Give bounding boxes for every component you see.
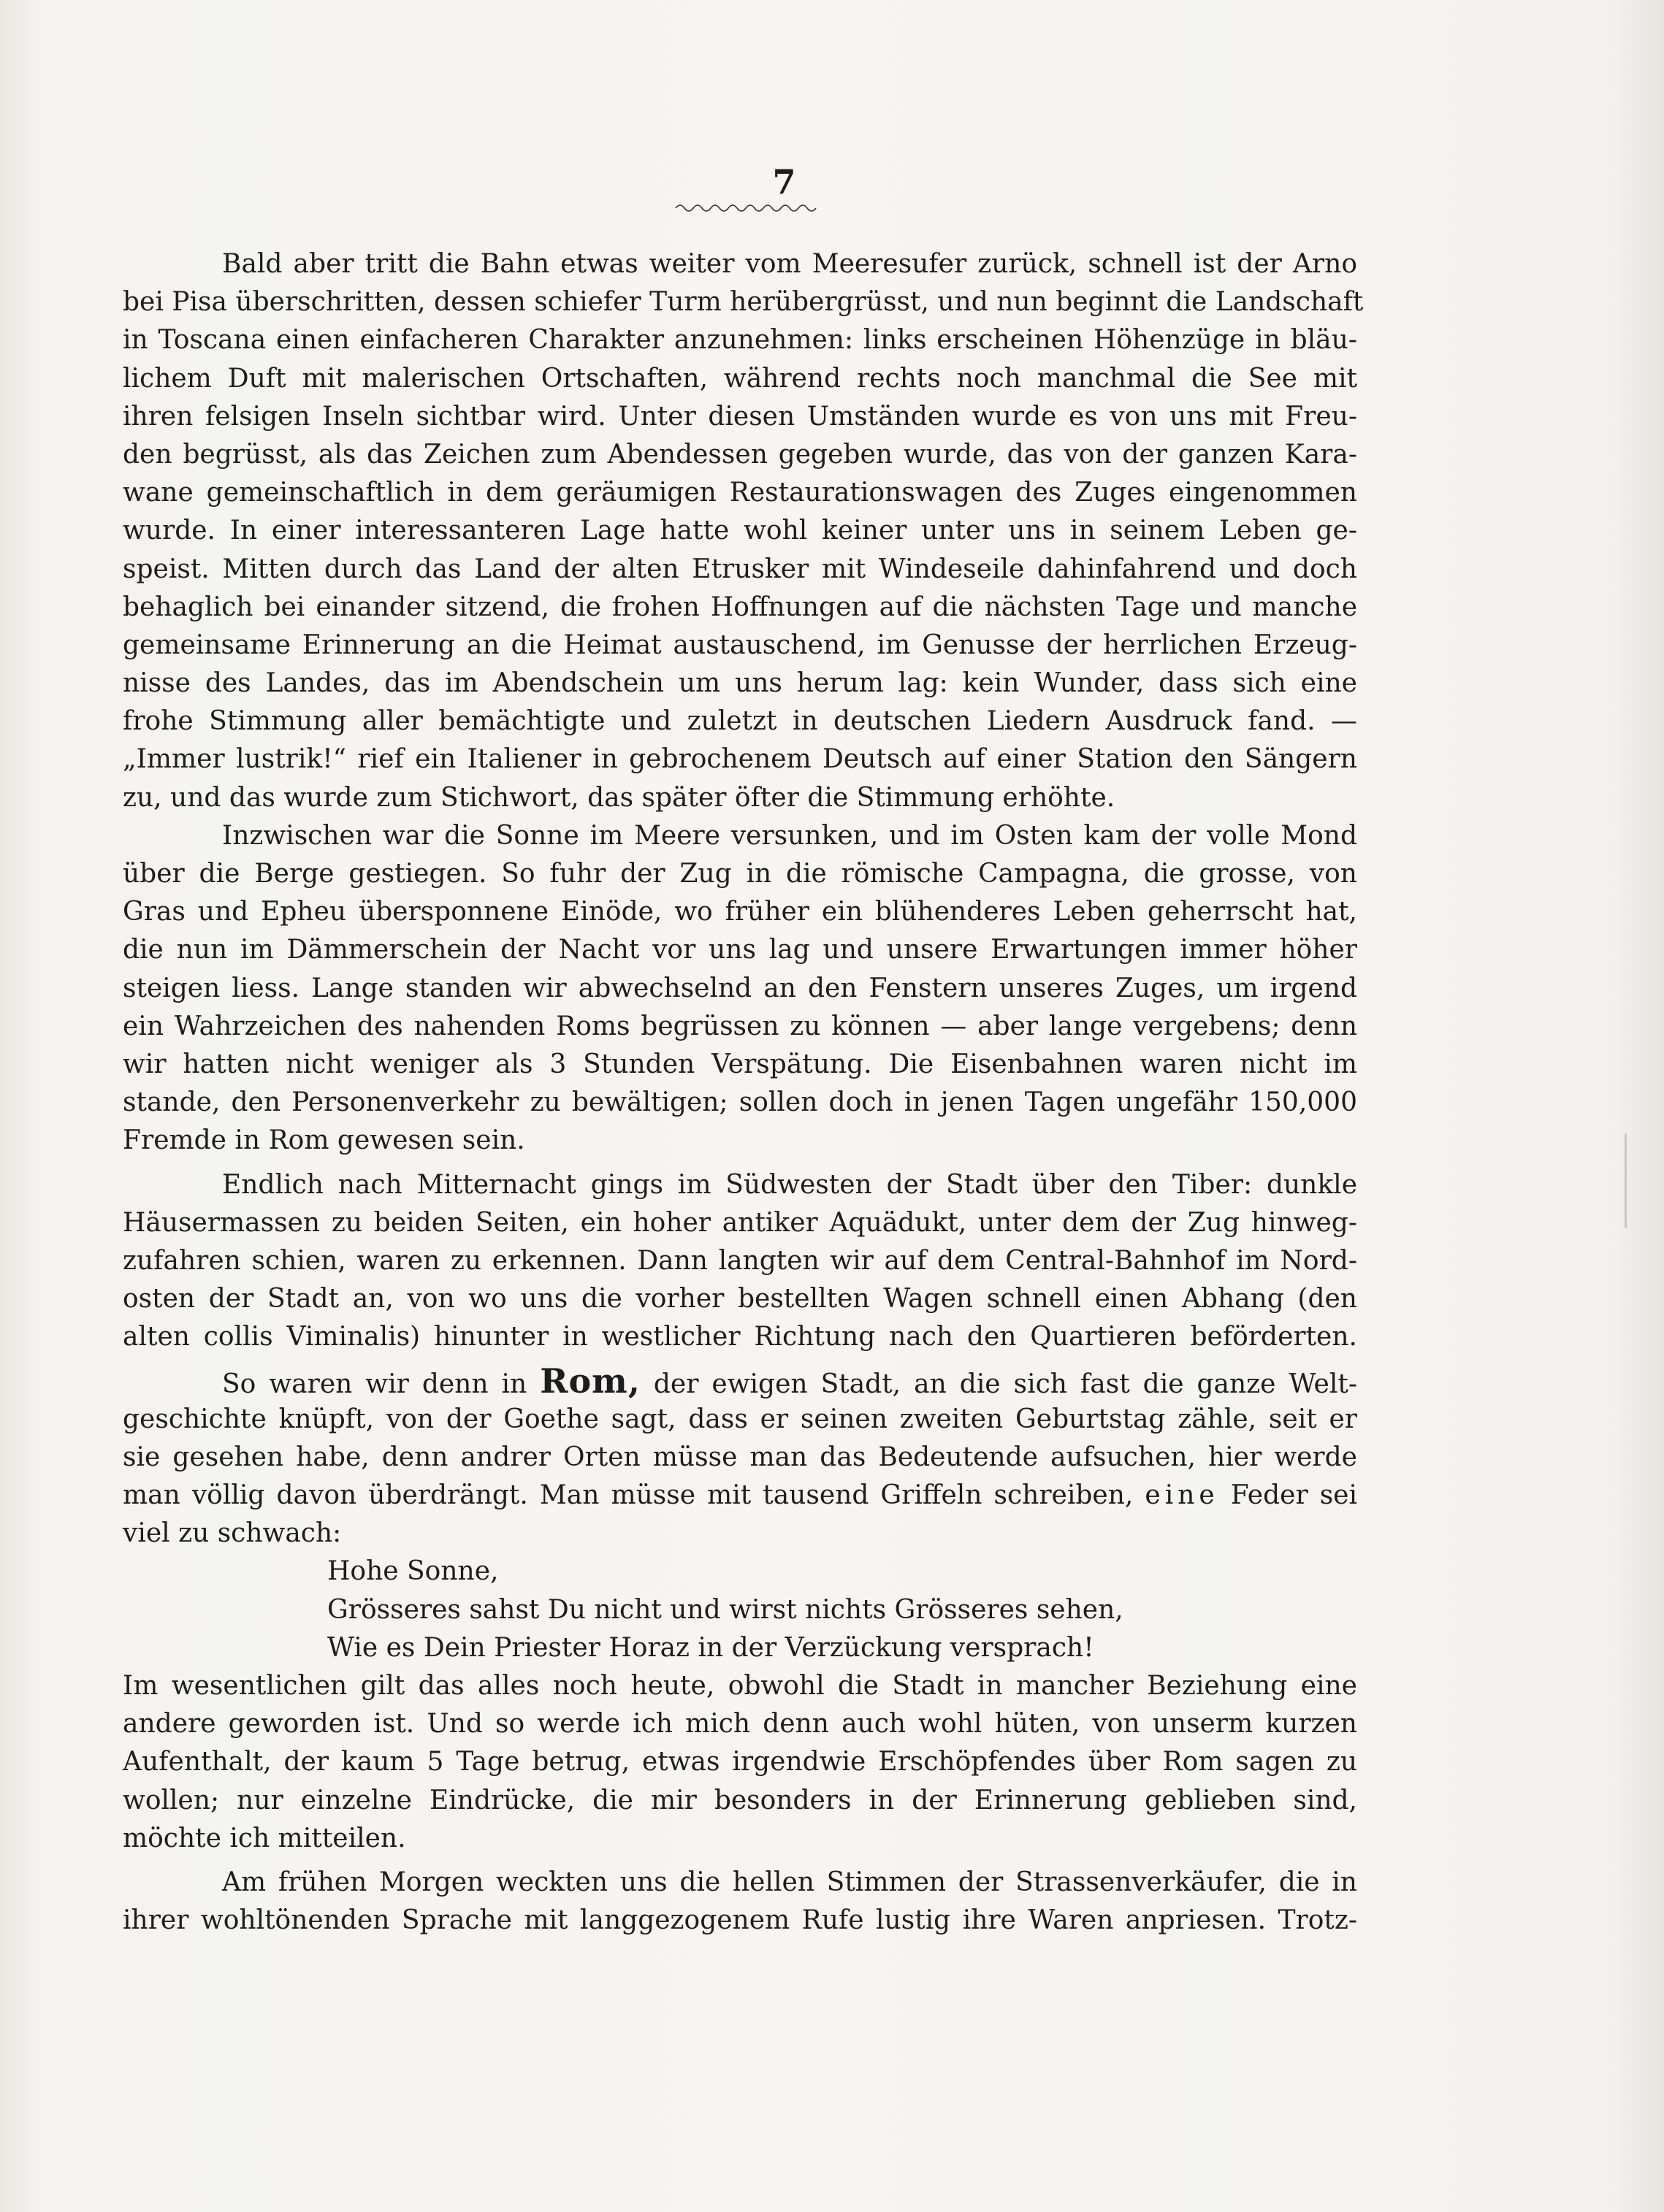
text-line: geschichte knüpft, von der Goethe sagt, dass er seinen zweiten Geburtstag zähle, seit er [123,1404,1357,1434]
text-line: alten collis Viminalis) hinunter in westlicher Richtung nach den Quartieren beförderten. [123,1322,1357,1352]
text-segment: der ewigen Stadt, an die sich fast die ganze Welt- [640,1369,1357,1400]
text-line: stande, den Personenverkehr zu bewältigen; sollen doch in jenen Tagen ungefähr 150,000 [123,1087,1357,1118]
text-line: zufahren schien, waren zu erkennen. Dann langten wir auf dem Central-Bahnhof im Nord- [123,1245,1357,1276]
text-line: Bald aber tritt die Bahn etwas weiter vom Meeresufer zurück, schnell ist der Arno [222,249,1357,279]
scan-edge-mark [1625,1133,1627,1228]
text-line: sie gesehen habe, denn andrer Orten müsse man das Bedeutende aufsuchen, hier werde [123,1442,1357,1472]
text-line: speist. Mitten durch das Land der alten Etrusker mit Windeseile dahinfahrend und doch [123,554,1357,584]
text-segment: So waren wir denn in [222,1369,541,1400]
verse-line: Wie es Dein Priester Horaz in der Verzückung versprach! [327,1632,1094,1663]
text-line: in Toscana einen einfacheren Charakter anzunehmen: links erscheinen Höhenzüge in bläu- [123,325,1357,356]
text-line: möchte ich mitteilen. [123,1823,406,1853]
verse-line: Grösseres sahst Du nicht und wirst nichts Grösseres sehen, [327,1594,1123,1625]
text-line: lichem Duft mit malerischen Ortschaften, während rechts noch manchmal die See mit [123,363,1357,394]
text-line: ihren felsigen Inseln sichtbar wird. Unter diesen Umständen wurde es von uns mit Freu- [123,401,1357,432]
wavy-ornament [674,203,820,213]
text-line: andere geworden ist. Und so werde ich mich denn auch wohl hüten, von unserm kurzen [123,1709,1357,1740]
text-line: ihrer wohltönenden Sprache mit langgezogenem Rufe lustig ihre Waren anpriesen. Trotz- [123,1905,1357,1936]
text-line: Aufenthalt, der kaum 5 Tage betrug, etwas irgendwie Erschöpfendes über Rom sagen zu [123,1747,1357,1777]
text-line: Im wesentlichen gilt das alles noch heute, obwohl die Stadt in mancher Beziehung eine [123,1670,1357,1701]
verse-line: Hohe Sonne, [327,1556,499,1587]
text-line: osten der Stadt an, von wo uns die vorher bestellten Wagen schnell einen Abhang (den [123,1284,1357,1314]
text-line: Am frühen Morgen weckten uns die hellen Stimmen der Strassenverkäufer, die in [222,1867,1357,1897]
text-line: behaglich bei einander sitzend, die frohen Hoffnungen auf die nächsten Tage und manche [123,592,1357,622]
text-line: wir hatten nicht weniger als 3 Stunden Verspätung. Die Eisenbahnen waren nicht im [123,1049,1357,1079]
text-segment: man völlig davon überdrängt. Man müsse mit tausend Griffeln schreiben, [123,1480,1145,1510]
text-line: bei Pisa überschritten, dessen schiefer Turm herübergrüsst, und nun beginnt die Landschaft [123,287,1364,318]
text-line: wane gemeinschaftlich in dem geräumigen Restaurationswagen des Zuges eingenommen [123,478,1357,508]
text-line [123,1362,1357,1400]
text-line [123,1477,1357,1515]
text-segment: Feder sei [1218,1480,1358,1510]
text-line: Häusermassen zu beiden Seiten, ein hoher antiker Aquädukt, unter dem der Zug hinweg- [123,1207,1357,1238]
text-line: gemeinsame Erinnerung an die Heimat austauschend, im Genusse der herrlichen Erzeug- [123,629,1357,660]
text-line: Endlich nach Mitternacht gings im Südwesten der Stadt über den Tiber: dunkle [222,1169,1357,1200]
text-line: viel zu schwach: [123,1518,342,1549]
text-line: zu, und das wurde zum Stichwort, das später öfter die Stimmung erhöhte. [123,782,1115,813]
text-line: über die Berge gestiegen. So fuhr der Zug in die römische Campagna, die grosse, von [123,859,1357,889]
text-line: wurde. In einer interessanteren Lage hatte wohl keiner unter uns in seinem Leben ge- [123,516,1357,546]
text-line: steigen liess. Lange standen wir abwechselnd an den Fenstern unseres Zuges, um irgend [123,973,1357,1003]
text-line: ein Wahrzeichen des nahenden Roms begrüssen zu können — aber lange vergebens; denn [123,1011,1357,1041]
text-line: Fremde in Rom gewesen sein. [123,1125,525,1156]
spaced-emphasis: eine [1145,1480,1219,1510]
text-line: Gras und Epheu übersponnene Einöde, wo früher ein blühenderes Leben geherrscht hat, [123,897,1357,927]
text-line: frohe Stimmung aller bemächtigte und zuletzt in deutschen Liedern Ausdruck fand. — [123,706,1357,737]
text-line: die nun im Dämmerschein der Nacht vor uns lag und unsere Erwartungen immer höher [123,935,1357,965]
body-text [123,245,1364,1940]
text-line: „Immer lustrik!“ rief ein Italiener in gebrochenem Deutsch auf einer Station den Sängern [123,744,1357,775]
text-line: den begrüsst, als das Zeichen zum Abendessen gegeben wurde, das von der ganzen Kara- [123,439,1357,470]
text-line: nisse des Landes, das im Abendschein um uns herum lag: kein Wunder, dass sich eine [123,668,1357,699]
text-line: Inzwischen war die Sonne im Meere versunken, und im Osten kam der volle Mond [222,820,1357,851]
page-number: 7 [772,162,797,202]
emphasis-rom: Rom, [540,1361,641,1401]
text-line: wollen; nur einzelne Eindrücke, die mir besonders in der Erinnerung geblieben sind, [123,1785,1357,1815]
